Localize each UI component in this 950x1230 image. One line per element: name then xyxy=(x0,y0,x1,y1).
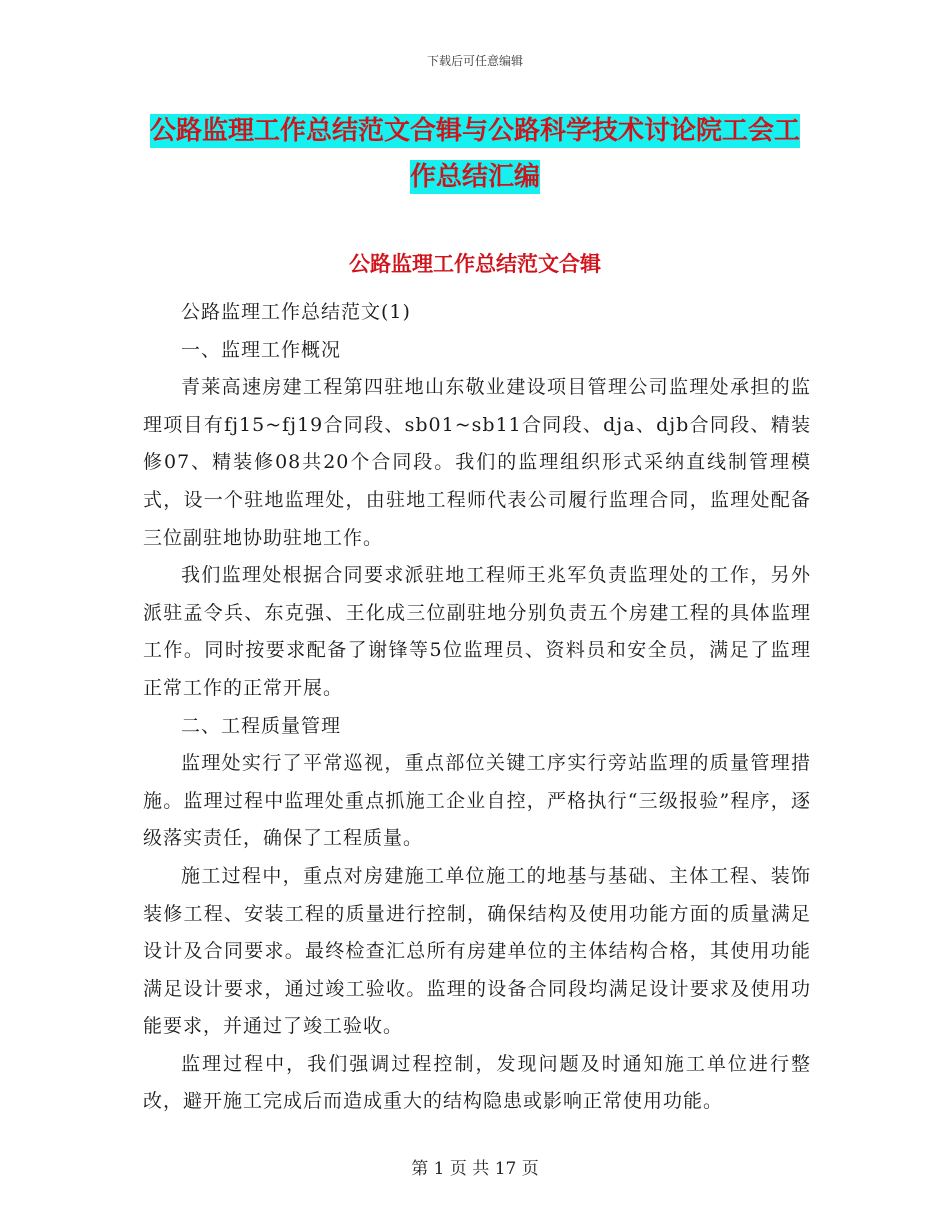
document-title-text: 公路监理工作总结范文合辑与公路科学技术讨论院工会工作总结汇编 xyxy=(149,116,800,192)
page-footer: 第 1 页 共 17 页 xyxy=(411,1159,539,1179)
paragraph: 施工过程中，重点对房建施工单位施工的地基与基础、主体工程、装饰装修工程、安装工程的质量进行控制，确保结构及使用功能方面的质量满足设计及合同要求。最终检查汇总所有房建单位的主体结构合格，其使用功能满足设计要求，通过竣工验收。监理的设备合同段均满足设计要求及使用功能要求，并通过了竣工验收。 xyxy=(143,864,811,1038)
paragraph-heading-overview: 一、监理工作概况 xyxy=(181,338,342,361)
document-body xyxy=(143,294,811,1121)
paragraph-subtitle: 公路监理工作总结范文(1) xyxy=(181,301,411,323)
paragraph: 监理处实行了平常巡视，重点部位关键工序实行旁站监理的质量管理措施。监理过程中监理处重点抓施工企业自控，严格执行“三级报验”程序，逐级落实责任，确保了工程质量。 xyxy=(143,752,811,850)
document-title xyxy=(140,108,810,200)
header-note: 下载后可任意编辑 xyxy=(426,54,523,68)
section-title: 公路监理工作总结范文合辑 xyxy=(349,252,601,276)
paragraph: 我们监理处根据合同要求派驻地工程师王兆军负责监理处的工作，另外派驻孟令兵、东克强、王化成三位副驻地分别负责五个房建工程的具体监理工作。同时按要求配备了谢锋等5位监理员、资料员和安全员，满足了监理正常工作的正常开展。 xyxy=(143,564,811,699)
paragraph: 青莱高速房建工程第四驻地山东敬业建设项目管理公司监理处承担的监理项目有fj15~fj19合同段、sb01~sb11合同段、dja、djb合同段、精装修07、精装修08共20个合同段。我们的监理组织形式采纳直线制管理模式，设一个驻地监理处，由驻地工程师代表公司履行监理合同，监理处配备三位副驻地协助驻地工作。 xyxy=(143,376,811,549)
paragraph-heading-quality: 二、工程质量管理 xyxy=(181,714,342,737)
paragraph: 监理过程中，我们强调过程控制，发现问题及时通知施工单位进行整改，避开施工完成后而造成重大的结构隐患或影响正常使用功能。 xyxy=(143,1052,811,1113)
